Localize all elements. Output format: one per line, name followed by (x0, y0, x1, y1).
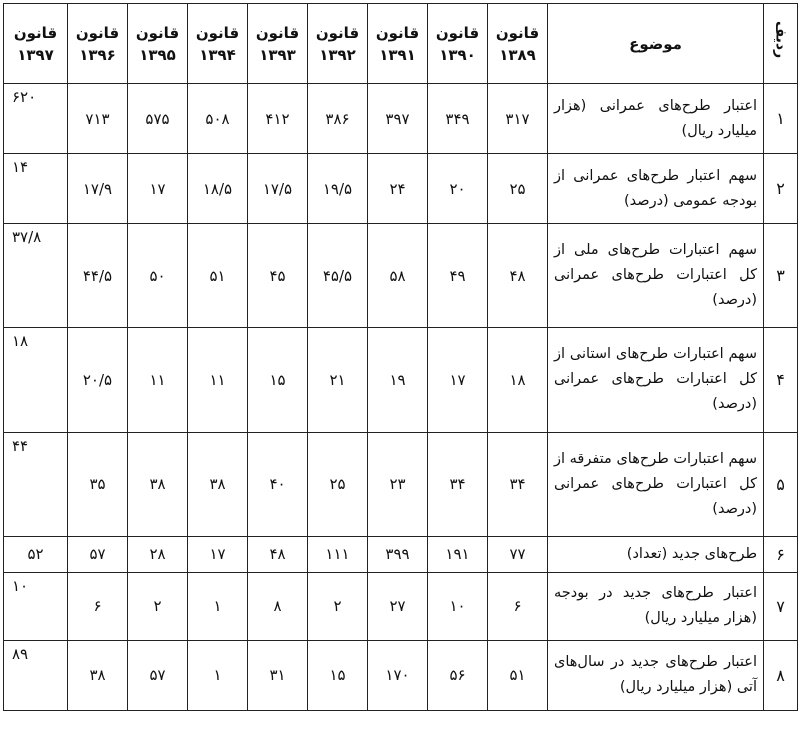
year-header: قانون ۱۳۹۶ (68, 4, 128, 84)
value-cell: ۵۲ (4, 536, 68, 572)
value-cell: ۵۶ (428, 640, 488, 710)
row-topic: سهم اعتبارات طرح‌های متفرقه از کل اعتبارات طرح‌های عمرانی (درصد) (548, 432, 764, 536)
value-cell: ۳۸ (128, 432, 188, 536)
row-number: ۵ (764, 432, 798, 536)
year-header: قانون ۱۳۹۰ (428, 4, 488, 84)
value-cell: ۶ (488, 572, 548, 640)
value-cell: ۵۸ (368, 224, 428, 328)
value-cell: ۳۸ (68, 640, 128, 710)
value-cell: ۷۱۳ (68, 84, 128, 154)
value-cell: ۱۴ (4, 154, 68, 224)
value-cell: ۲۱ (308, 328, 368, 432)
value-cell: ۱۱ (188, 328, 248, 432)
value-cell: ۵۷ (68, 536, 128, 572)
table-row (4, 640, 798, 710)
row-number-header: ردیف (764, 4, 798, 84)
value-cell: ۲۵ (308, 432, 368, 536)
row-number: ۴ (764, 328, 798, 432)
value-cell: ۳۸ (188, 432, 248, 536)
value-cell: ۱ (188, 640, 248, 710)
value-cell: ۵۱ (188, 224, 248, 328)
value-cell: ۸ (248, 572, 308, 640)
year-header: قانون ۱۳۹۵ (128, 4, 188, 84)
value-cell: ۳۴۹ (428, 84, 488, 154)
row-number: ۲ (764, 154, 798, 224)
value-cell: ۱۷ (128, 154, 188, 224)
value-cell: ۳۷/۸ (4, 224, 68, 328)
value-cell: ۲ (128, 572, 188, 640)
value-cell: ۷۷ (488, 536, 548, 572)
row-topic: سهم اعتبارات طرح‌های ملی از کل اعتبارات طرح‌های عمرانی (درصد) (548, 224, 764, 328)
value-cell: ۵۱ (488, 640, 548, 710)
row-number: ۱ (764, 84, 798, 154)
table-row (4, 536, 798, 572)
row-topic: اعتبار طرح‌های جدید در سال‌های آتی (هزار میلیارد ریال) (548, 640, 764, 710)
value-cell: ۱۷۰ (368, 640, 428, 710)
value-cell: ۲ (308, 572, 368, 640)
value-cell: ۳۸۶ (308, 84, 368, 154)
table-row (4, 572, 798, 640)
value-cell: ۲۴ (368, 154, 428, 224)
value-cell: ۱۹ (368, 328, 428, 432)
table-row (4, 224, 798, 328)
value-cell: ۳۹۹ (368, 536, 428, 572)
value-cell: ۲۵ (488, 154, 548, 224)
row-topic: اعتبار طرح‌های جدید در بودجه (هزار میلیارد ریال) (548, 572, 764, 640)
topic-header: موضوع (548, 4, 764, 84)
value-cell: ۴۰ (248, 432, 308, 536)
value-cell: ۱۵ (308, 640, 368, 710)
value-cell: ۱۹/۵ (308, 154, 368, 224)
value-cell: ۲۷ (368, 572, 428, 640)
value-cell: ۱۸ (4, 328, 68, 432)
value-cell: ۴۸ (488, 224, 548, 328)
table-row (4, 84, 798, 154)
development-budget-table (3, 3, 798, 711)
year-header: قانون ۱۳۹۴ (188, 4, 248, 84)
value-cell: ۱۷ (188, 536, 248, 572)
value-cell: ۲۰ (428, 154, 488, 224)
value-cell: ۱۱۱ (308, 536, 368, 572)
value-cell: ۵۰۸ (188, 84, 248, 154)
value-cell: ۱۹۱ (428, 536, 488, 572)
table-row (4, 432, 798, 536)
value-cell: ۶۲۰ (4, 84, 68, 154)
value-cell: ۲۸ (128, 536, 188, 572)
value-cell: ۸۹ (4, 640, 68, 710)
value-cell: ۱۷/۵ (248, 154, 308, 224)
table-row (4, 328, 798, 432)
header-row (4, 4, 798, 84)
value-cell: ۱۷ (428, 328, 488, 432)
value-cell: ۴۵/۵ (308, 224, 368, 328)
row-topic: سهم اعتبارات طرح‌های استانی از کل اعتبارات طرح‌های عمرانی (درصد) (548, 328, 764, 432)
value-cell: ۳۴ (488, 432, 548, 536)
value-cell: ۴۸ (248, 536, 308, 572)
year-header: قانون ۱۳۹۲ (308, 4, 368, 84)
value-cell: ۴۹ (428, 224, 488, 328)
value-cell: ۱۰ (428, 572, 488, 640)
value-cell: ۴۵ (248, 224, 308, 328)
value-cell: ۵۰ (128, 224, 188, 328)
row-number: ۷ (764, 572, 798, 640)
row-number: ۶ (764, 536, 798, 572)
value-cell: ۴۴/۵ (68, 224, 128, 328)
value-cell: ۱۱ (128, 328, 188, 432)
value-cell: ۳۱ (248, 640, 308, 710)
value-cell: ۶ (68, 572, 128, 640)
value-cell: ۱ (188, 572, 248, 640)
value-cell: ۱۸ (488, 328, 548, 432)
row-topic: اعتبار طرح‌های عمرانی (هزار میلیارد ریال) (548, 84, 764, 154)
row-number: ۸ (764, 640, 798, 710)
row-number: ۳ (764, 224, 798, 328)
year-header: قانون ۱۳۹۳ (248, 4, 308, 84)
value-cell: ۴۴ (4, 432, 68, 536)
value-cell: ۴۱۲ (248, 84, 308, 154)
value-cell: ۲۰/۵ (68, 328, 128, 432)
year-header: قانون ۱۳۸۹ (488, 4, 548, 84)
value-cell: ۱۷/۹ (68, 154, 128, 224)
year-header: قانون ۱۳۹۱ (368, 4, 428, 84)
value-cell: ۱۸/۵ (188, 154, 248, 224)
value-cell: ۳۹۷ (368, 84, 428, 154)
budget-table-container (3, 3, 797, 711)
value-cell: ۳۵ (68, 432, 128, 536)
value-cell: ۳۴ (428, 432, 488, 536)
value-cell: ۱۰ (4, 572, 68, 640)
value-cell: ۵۷ (128, 640, 188, 710)
value-cell: ۱۵ (248, 328, 308, 432)
table-row (4, 154, 798, 224)
value-cell: ۳۱۷ (488, 84, 548, 154)
row-topic: سهم اعتبار طرح‌های عمرانی از بودجه عمومی (درصد) (548, 154, 764, 224)
year-header: قانون ۱۳۹۷ (4, 4, 68, 84)
value-cell: ۲۳ (368, 432, 428, 536)
row-topic: طرح‌های جدید (تعداد) (548, 536, 764, 572)
value-cell: ۵۷۵ (128, 84, 188, 154)
